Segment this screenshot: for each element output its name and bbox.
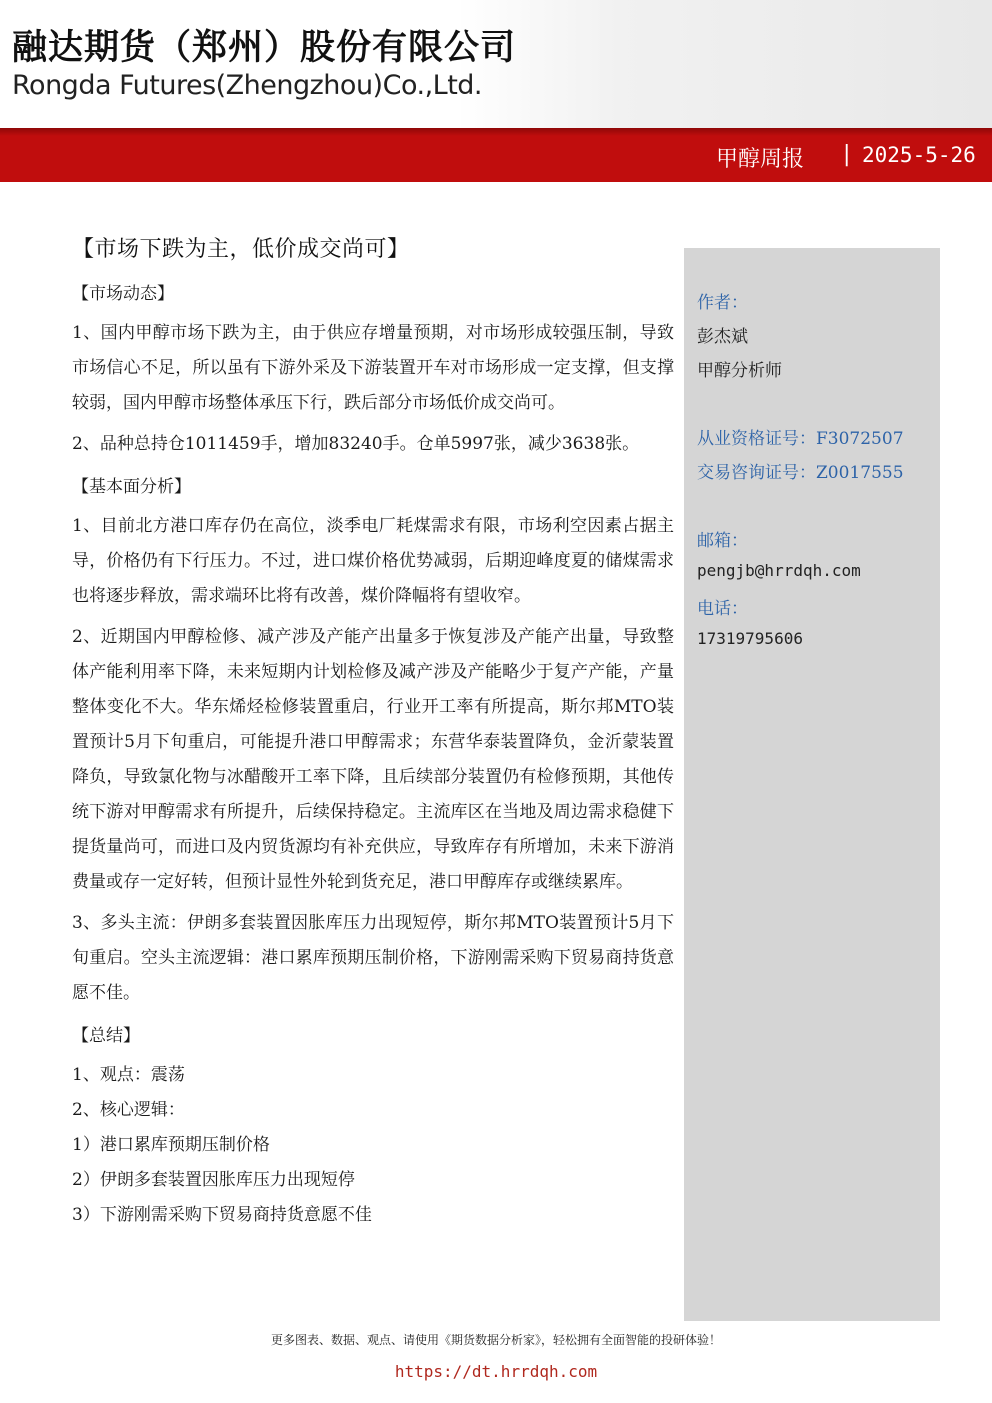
- summary-line: 1）港口累库预期压制价格: [72, 1135, 270, 1155]
- section-title-fundamental: 【基本面分析】: [72, 477, 191, 497]
- fundamental-paragraph-2: 2、近期国内甲醇检修、减产涉及产能产出量多于恢复涉及产能产出量，导致整体产能利用率下降，未来短期内计划检修及减产涉及产能略少于复产产能，产量整体变化不大。华东烯烃检修装置重启，行业开工率有所提高，斯尔邦MTO装置预计5月下旬重启，可能提升港口甲醇需求；东营华泰装置降负，金沂蒙装置降负，导致氯化物与冰醋酸开工率下降，且后续部分装置仍有检修预期，其他传统下游对甲醇需求有所提升，后续保持稳定。主流库区在当地及周边需求稳健下提货量尚可，而进口及内贸货源均有补充供应，导致库存有所增加，未来下游消费量或存一定好转，但预计显性外轮到货充足，港口甲醇库存或继续累库。: [72, 627, 674, 892]
- phone-label: 电话：: [697, 599, 748, 619]
- author-name: 彭杰斌: [697, 327, 748, 347]
- summary-line: 1、观点：震荡: [72, 1065, 185, 1085]
- main-content: [72, 232, 674, 1233]
- report-title-bar: [0, 128, 992, 182]
- market-paragraph-2: 2、品种总持仓1011459手，增加83240手。仓单5997张，减少3638张。: [72, 434, 640, 454]
- phone-number: 17319795606: [697, 629, 803, 648]
- headline: 【市场下跌为主，低价成交尚可】: [72, 237, 410, 262]
- summary-line: 3）下游刚需采购下贸易商持货意愿不佳: [72, 1205, 372, 1225]
- footer-note: 更多图表、数据、观点、请使用《期货数据分析家》，轻松拥有全面智能的投研体验！: [270, 1333, 721, 1347]
- summary-line: 2、核心逻辑：: [72, 1100, 185, 1120]
- fundamental-paragraph-1: 1、目前北方港口库存仍在高位，淡季电厂耗煤需求有限，市场利空因素占据主导，价格仍有下行压力。不过，进口煤价格优势减弱，后期迎峰度夏的储煤需求也将逐步释放，需求端环比将有改善，煤价降幅将有望收窄。: [72, 516, 674, 606]
- fundamental-paragraph-3: 3、多头主流：伊朗多套装置因胀库压力出现短停，斯尔邦MTO装置预计5月下旬重启。空头主流逻辑：港口累库预期压制价格，下游刚需采购下贸易商持货意愿不佳。: [72, 913, 674, 1003]
- email-address[interactable]: pengjb@hrrdqh.com: [697, 561, 861, 580]
- footer-link[interactable]: https://dt.hrrdqh.com: [394, 1362, 598, 1381]
- company-name-en: Rongda Futures(Zhengzhou)Co.,Ltd.: [12, 70, 483, 101]
- page-header: [0, 0, 992, 128]
- market-paragraph-1: 1、国内甲醇市场下跌为主，由于供应存增量预期，对市场形成较强压制，导致市场信心不足，所以虽有下游外采及下游装置开车对市场形成一定支撑，但支撑较弱，国内甲醇市场整体承压下行，跌后部分市场低价成交尚可。: [72, 323, 674, 413]
- report-title: 甲醇周报: [715, 147, 804, 172]
- author-label: 作者：: [697, 293, 748, 313]
- email-label: 邮箱：: [697, 531, 748, 551]
- report-date: 2025-5-26: [862, 143, 976, 167]
- section-title-summary: 【总结】: [72, 1026, 140, 1046]
- consult-number: 交易咨询证号：Z0017555: [697, 463, 904, 483]
- qualification-number: 从业资格证号：F3072507: [697, 429, 904, 449]
- summary-line: 2）伊朗多套装置因胀库压力出现短停: [72, 1170, 355, 1190]
- title-divider: |: [843, 142, 851, 167]
- author-role: 甲醇分析师: [697, 361, 782, 381]
- header-decoration: [457, 0, 992, 128]
- section-title-market: 【市场动态】: [72, 284, 174, 304]
- company-name-cn: 融达期货（郑州）股份有限公司: [12, 28, 517, 68]
- author-sidebar: [684, 248, 940, 1321]
